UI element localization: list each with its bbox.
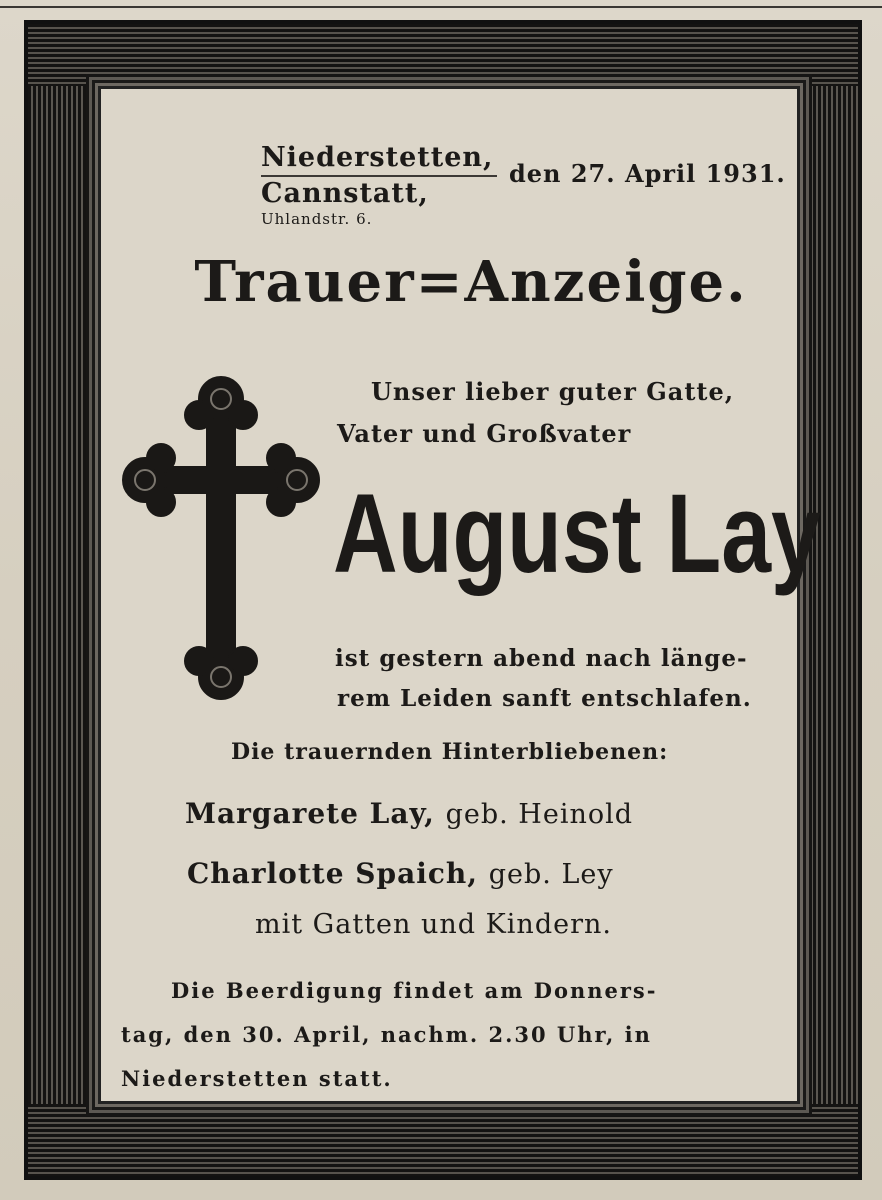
funeral-line-3: Niederstetten statt.: [121, 1066, 393, 1091]
survivor-entry: [187, 857, 614, 890]
top-rule: [0, 6, 882, 8]
survivors-extra: mit Gatten und Kindern.: [255, 909, 612, 940]
survivor-born: geb. Ley: [488, 859, 614, 890]
intro-line-1: Unser lieber guter Gatte,: [371, 377, 735, 406]
notice-panel: [98, 86, 821, 1104]
funeral-notice: [121, 969, 781, 1101]
border-band-bottom: [28, 1104, 858, 1176]
place-niederstetten: Niederstetten,: [261, 141, 497, 177]
funeral-line-2: tag, den 30. April, nachm. 2.30 Uhr, in: [121, 1022, 652, 1047]
notice-date: den 27. April 1931.: [509, 159, 786, 188]
street-address: Uhlandstr. 6.: [261, 210, 373, 228]
place-cannstatt: Cannstatt,: [261, 178, 429, 209]
survivor-entry: [185, 797, 633, 830]
border-band-top: [28, 24, 858, 86]
deceased-name: August Lay: [333, 471, 821, 596]
notice-content: [101, 89, 821, 1101]
notice-headline: Trauer=Anzeige.: [194, 249, 748, 315]
survivor-born: geb. Heinold: [445, 799, 634, 830]
intro-text: [337, 371, 817, 455]
funeral-line-1: Die Beerdigung findet am Donners-: [171, 978, 658, 1003]
cross-icon: [121, 369, 321, 709]
survivors-label: Die trauernden Hinterbliebenen:: [231, 739, 669, 765]
survivor-name: Margarete Lay,: [185, 797, 435, 830]
passing-line-1: ist gestern abend nach länge-: [335, 645, 748, 672]
place-block: [261, 141, 494, 229]
survivor-name: Charlotte Spaich,: [187, 857, 479, 890]
passing-line-2: rem Leiden sanft entschlafen.: [337, 685, 752, 712]
mourning-border-frame: [24, 20, 862, 1180]
intro-line-2: Vater und Großvater: [337, 419, 632, 448]
passing-text: [335, 639, 825, 719]
